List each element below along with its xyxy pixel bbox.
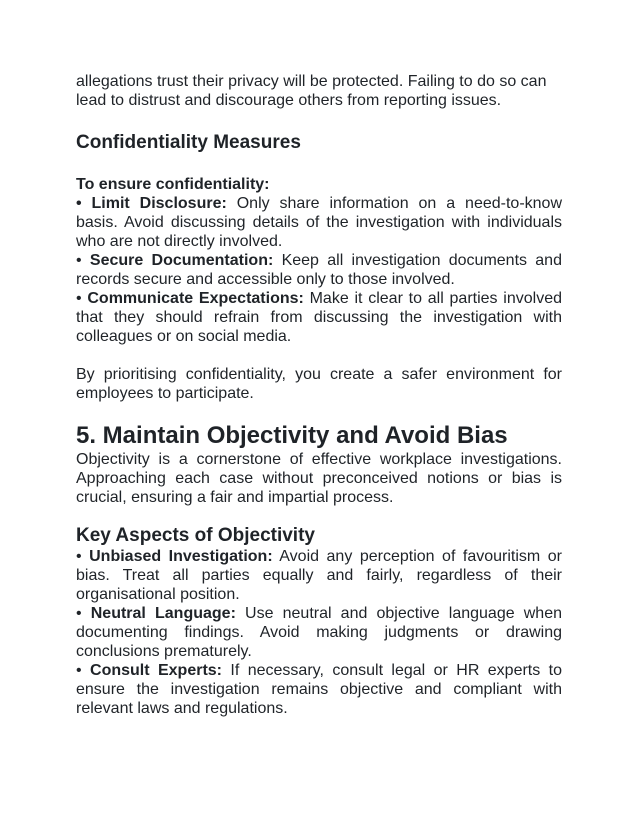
bullet-text: Use neutral and objective language when documenting findings. Avoid making judgments or drawing conclusions prematurely. <box>76 605 563 660</box>
document-content <box>76 72 562 718</box>
bullet-marker: • <box>76 548 82 565</box>
section-5-intro: Objectivity is a cornerstone of effective workplace investigations. Approaching each case without preconceived notions or bias is crucial, ensuring a fair and impartial process. <box>76 451 562 506</box>
bullet-text: Avoid any perception of favouritism or bias. Treat all parties equally and fairly, regardless of their organisational position. <box>76 548 562 603</box>
objectivity-heading: Key Aspects of Objectivity <box>76 525 315 546</box>
intro-paragraph: allegations trust their privacy will be protected. Failing to do so can lead to distrust and discourage others from reporting issues. <box>76 73 547 109</box>
bullet-term: Communicate Expectations: <box>87 290 304 307</box>
bullet-term: Consult Experts: <box>90 662 223 679</box>
section-5-heading: 5. Maintain Objectivity and Avoid Bias <box>76 422 508 449</box>
bullet-limit-disclosure <box>76 194 562 251</box>
bullet-term: Neutral Language: <box>90 605 236 622</box>
bullet-text: Only share information on a need-to-know basis. Avoid discussing details of the investigation with individuals who are not directly involved. <box>76 195 562 250</box>
bullet-term: Limit Disclosure: <box>91 195 227 212</box>
bullet-secure-documentation <box>76 251 562 289</box>
bullet-unbiased-investigation <box>76 547 562 604</box>
bullet-neutral-language <box>76 604 562 661</box>
confidentiality-heading: Confidentiality Measures <box>76 132 301 153</box>
confidentiality-closing: By prioritising confidentiality, you create a safer environment for employees to participate. <box>76 366 562 402</box>
bullet-marker: • <box>76 662 82 679</box>
bullet-text: Make it clear to all parties involved that they should refrain from discussing the investigation with colleagues or on social media. <box>76 290 563 345</box>
bullet-marker: • <box>76 290 82 307</box>
bullet-text: If necessary, consult legal or HR experts to ensure the investigation remains objective and compliant with relevant laws and regulations. <box>76 662 563 717</box>
bullet-consult-experts <box>76 661 562 718</box>
bullet-communicate-expectations <box>76 289 562 346</box>
bullet-marker: • <box>76 252 82 269</box>
confidentiality-subheading: To ensure confidentiality: <box>76 176 270 193</box>
bullet-term: Secure Documentation: <box>89 252 274 269</box>
bullet-text: Keep all investigation documents and records secure and accessible only to those involved. <box>76 252 562 288</box>
bullet-term: Unbiased Investigation: <box>89 548 273 565</box>
bullet-marker: • <box>76 195 82 212</box>
bullet-marker: • <box>76 605 82 622</box>
